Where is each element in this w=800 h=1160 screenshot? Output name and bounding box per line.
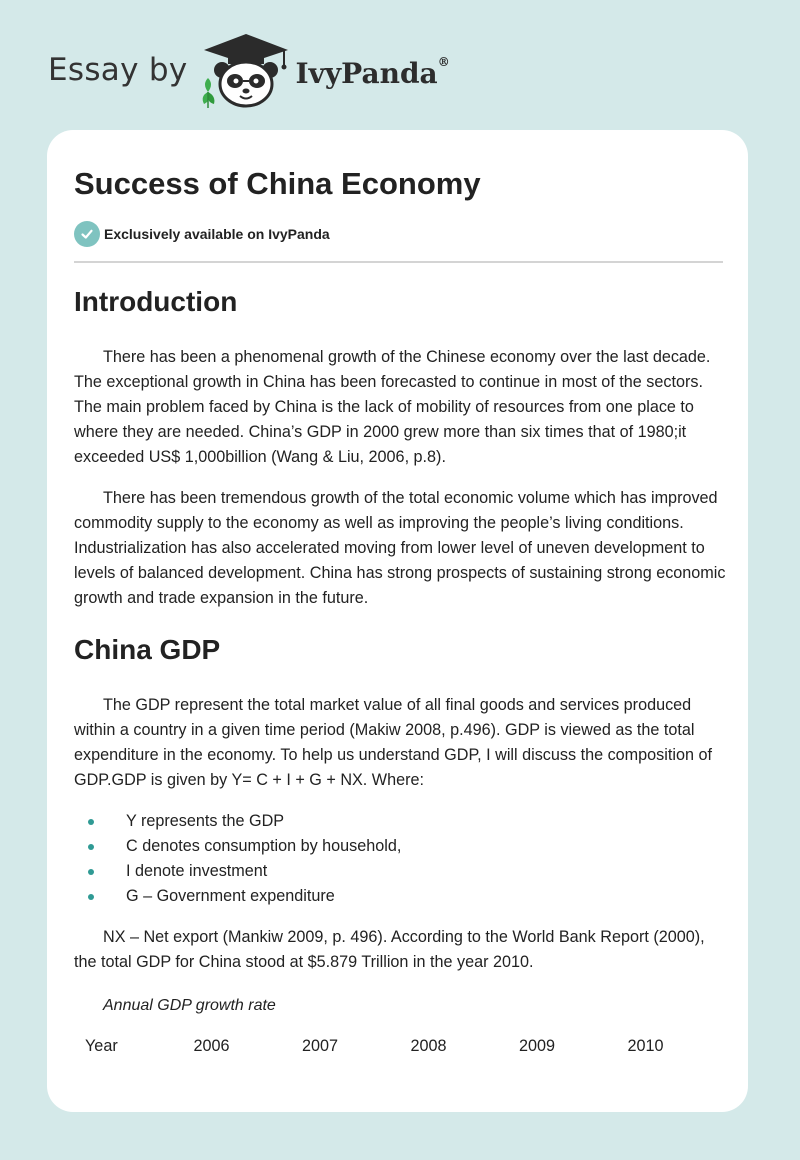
list-item	[74, 859, 729, 884]
bullet-dot-icon	[88, 844, 94, 850]
article-body	[74, 280, 729, 1059]
gdp-components-list	[74, 809, 729, 909]
table-header-cell: Year	[85, 1037, 118, 1055]
paragraph: The GDP represent the total market value of all final goods and services produced within a country in a given time period (Makiw 2008, p.496). GDP is viewed as the total expenditure in the economy. To help us understand GDP, I will discuss the composition of GDP.GDP is given by Y= C + I + G + NX. Where:	[74, 696, 712, 789]
exclusive-badge	[74, 221, 330, 247]
ivy-leaf-icon	[202, 78, 214, 108]
section-heading-china-gdp: China GDP	[74, 634, 221, 665]
paragraph: NX – Net export (Mankiw 2009, p. 496). According to the World Bank Report (2000), the total GDP for China stood at $5.879 Trillion in the year 2010.	[74, 928, 705, 971]
list-item-label: G – Government expenditure	[126, 887, 335, 905]
table-caption: Annual GDP growth rate	[103, 997, 276, 1014]
page-title: Success of China Economy	[74, 166, 481, 201]
registered-mark: ®	[437, 54, 450, 69]
paragraph: There has been a phenomenal growth of the Chinese economy over the last decade. The exceptional growth in China has been forecasted to continue in most of the sectors. The main problem faced by China is the lack of mobility of resources from one place to where they are needed. China’s GDP in 2000 grew more than six times that of 1980;it exceeded US$ 1,000billion (Wang & Liu, 2006, p.8).	[74, 348, 711, 466]
divider	[74, 261, 723, 263]
bullet-dot-icon	[88, 819, 94, 825]
brand-name[interactable]	[295, 54, 450, 90]
table-header-cell: 2008	[410, 1037, 447, 1055]
section-heading-introduction: Introduction	[74, 286, 238, 317]
paragraph: There has been tremendous growth of the total economic volume which has improved commodity supply to the economy as well as improving the people’s living conditions. Industrialization has also accelerated moving from lower level of uneven development to levels of balanced development. China has strong prospects of sustaining strong economic growth and trade expansion in the future.	[74, 489, 726, 607]
list-item-label: Y represents the GDP	[126, 812, 285, 830]
bullet-dot-icon	[88, 894, 94, 900]
table-header-cell: 2010	[627, 1037, 664, 1055]
table-header-cell: 2007	[302, 1037, 339, 1055]
check-icon	[74, 221, 100, 247]
badge-label: Exclusively available on IvyPanda	[104, 226, 330, 242]
essay-card	[47, 130, 748, 1112]
list-item	[74, 809, 729, 834]
list-item	[74, 884, 729, 909]
table-header-cell: 2009	[519, 1037, 556, 1055]
site-header	[48, 30, 450, 110]
essay-by-label: Essay by	[48, 52, 188, 88]
bullet-dot-icon	[88, 869, 94, 875]
table-header-cell: 2006	[193, 1037, 230, 1055]
list-item-label: C denotes consumption by household,	[126, 837, 402, 855]
list-item	[74, 834, 729, 859]
brand-label: IvyPanda	[295, 56, 438, 90]
panda-logo-icon[interactable]	[200, 30, 292, 110]
list-item-label: I denote investment	[126, 862, 268, 880]
gdp-table-header-row	[74, 1034, 729, 1059]
